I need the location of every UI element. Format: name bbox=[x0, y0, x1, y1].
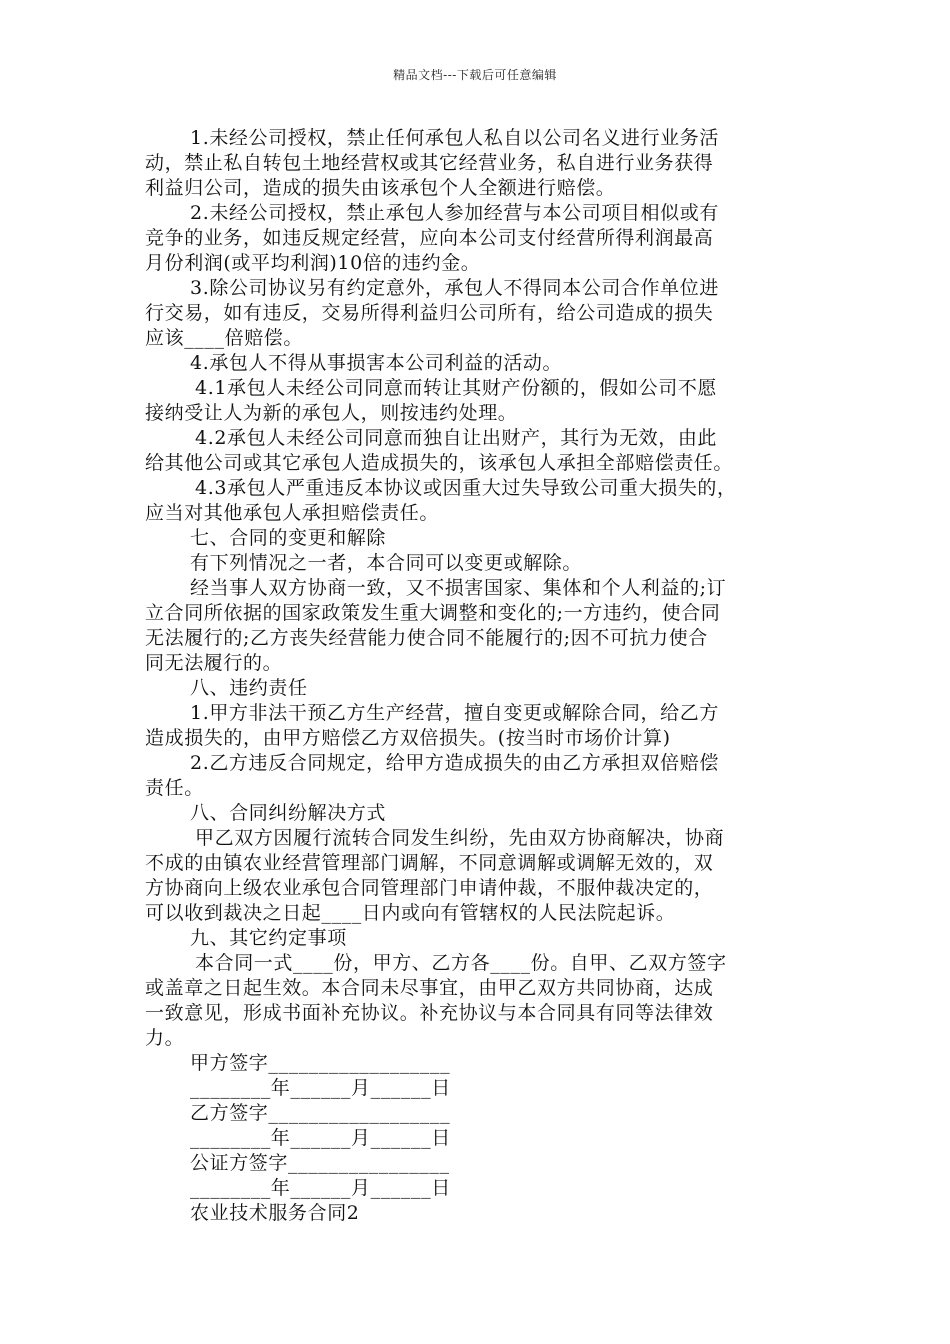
paragraph-line: 应当对其他承包人承担赔偿责任。 bbox=[145, 502, 440, 524]
paragraph-line: 4.3承包人严重违反本协议或因重大过失导致公司重大损失的， bbox=[195, 477, 737, 499]
paragraph-line: 同无法履行的。 bbox=[145, 652, 283, 674]
date-line: ________年______月______日 bbox=[190, 1077, 451, 1099]
paragraph-line: 一致意见，形成书面补充协议。补充协议与本合同具有同等法律效 bbox=[145, 1002, 714, 1024]
date-line: ________年______月______日 bbox=[190, 1127, 451, 1149]
paragraph-line: 方协商向上级农业承包合同管理部门申请仲裁，不服仲裁决定的， bbox=[145, 877, 714, 899]
paragraph-line: 立合同所依据的国家政策发生重大调整和变化的;一方违约，使合同 bbox=[145, 602, 721, 624]
paragraph-line: 1.未经公司授权，禁止任何承包人私自以公司名义进行业务活 bbox=[190, 127, 719, 149]
next-document-title: 农业技术服务合同2 bbox=[190, 1202, 360, 1224]
document-body bbox=[145, 126, 810, 1226]
paragraph-line: 经当事人双方协商一致，又不损害国家、集体和个人利益的;订 bbox=[190, 577, 727, 599]
section-heading: 八、违约责任 bbox=[190, 677, 308, 699]
date-line: ________年______月______日 bbox=[190, 1177, 451, 1199]
paragraph-line: 4.承包人不得从事损害本公司利益的活动。 bbox=[190, 352, 563, 374]
paragraph-line: 月份利润(或平均利润)10倍的违约金。 bbox=[145, 252, 481, 274]
paragraph-line: 2.未经公司授权，禁止承包人参加经营与本公司项目相似或有 bbox=[190, 202, 719, 224]
paragraph-line: 1.甲方非法干预乙方生产经营，擅自变更或解除合同，给乙方 bbox=[190, 702, 719, 724]
paragraph-line: 行交易，如有违反，交易所得利益归公司所有，给公司造成的损失 bbox=[145, 302, 714, 324]
paragraph-line: 甲乙双方因履行流转合同发生纠纷，先由双方协商解决，协商 bbox=[195, 827, 725, 849]
section-heading: 八、合同纠纷解决方式 bbox=[190, 802, 387, 824]
paragraph-line: 责任。 bbox=[145, 777, 204, 799]
paragraph-line: 力。 bbox=[145, 1027, 185, 1049]
paragraph-line: 可以收到裁决之日起____日内或向有管辖权的人民法院起诉。 bbox=[145, 902, 676, 924]
paragraph-line: 不成的由镇农业经营管理部门调解，不同意调解或调解无效的，双 bbox=[145, 852, 714, 874]
paragraph-line: 给其他公司或其它承包人造成损失的，该承包人承担全部赔偿责任。 bbox=[145, 452, 734, 474]
paragraph-line: 动，禁止私自转包土地经营权或其它经营业务，私自进行业务获得 bbox=[145, 152, 714, 174]
paragraph-line: 接纳受让人为新的承包人，则按违约处理。 bbox=[145, 402, 518, 424]
page-header: 精品文档---下载后可任意编辑 bbox=[393, 68, 557, 82]
paragraph-line: 无法履行的;乙方丧失经营能力使合同不能履行的;因不可抗力使合 bbox=[145, 627, 708, 649]
paragraph-line: 应该____倍赔偿。 bbox=[145, 327, 304, 349]
paragraph-line: 4.1承包人未经公司同意而转让其财产份额的，假如公司不愿 bbox=[195, 377, 718, 399]
paragraph-line: 3.除公司协议另有约定意外，承包人不得同本公司合作单位进 bbox=[190, 277, 719, 299]
signature-line: 乙方签字__________________ bbox=[190, 1102, 451, 1124]
signature-line: 公证方签字________________ bbox=[190, 1152, 450, 1174]
paragraph-line: 或盖章之日起生效。本合同未尽事宜，由甲乙双方共同协商，达成 bbox=[145, 977, 714, 999]
paragraph-line: 造成损失的，由甲方赔偿乙方双倍损失。(按当时市场价计算) bbox=[145, 727, 671, 749]
paragraph-line: 竞争的业务，如违反规定经营，应向本公司支付经营所得利润最高 bbox=[145, 227, 714, 249]
paragraph-line: 4.2承包人未经公司同意而独自让出财产，其行为无效，由此 bbox=[195, 427, 718, 449]
paragraph-line: 利益归公司，造成的损失由该承包个人全额进行赔偿。 bbox=[145, 177, 616, 199]
paragraph-line: 2.乙方违反合同规定，给甲方造成损失的由乙方承担双倍赔偿 bbox=[190, 752, 719, 774]
section-heading: 七、合同的变更和解除 bbox=[190, 527, 387, 549]
signature-line: 甲方签字__________________ bbox=[190, 1052, 451, 1074]
section-heading: 九、其它约定事项 bbox=[190, 927, 347, 949]
paragraph-line: 有下列情况之一者，本合同可以变更或解除。 bbox=[190, 552, 583, 574]
paragraph-line: 本合同一式____份，甲方、乙方各____份。自甲、乙双方签字 bbox=[195, 952, 727, 974]
